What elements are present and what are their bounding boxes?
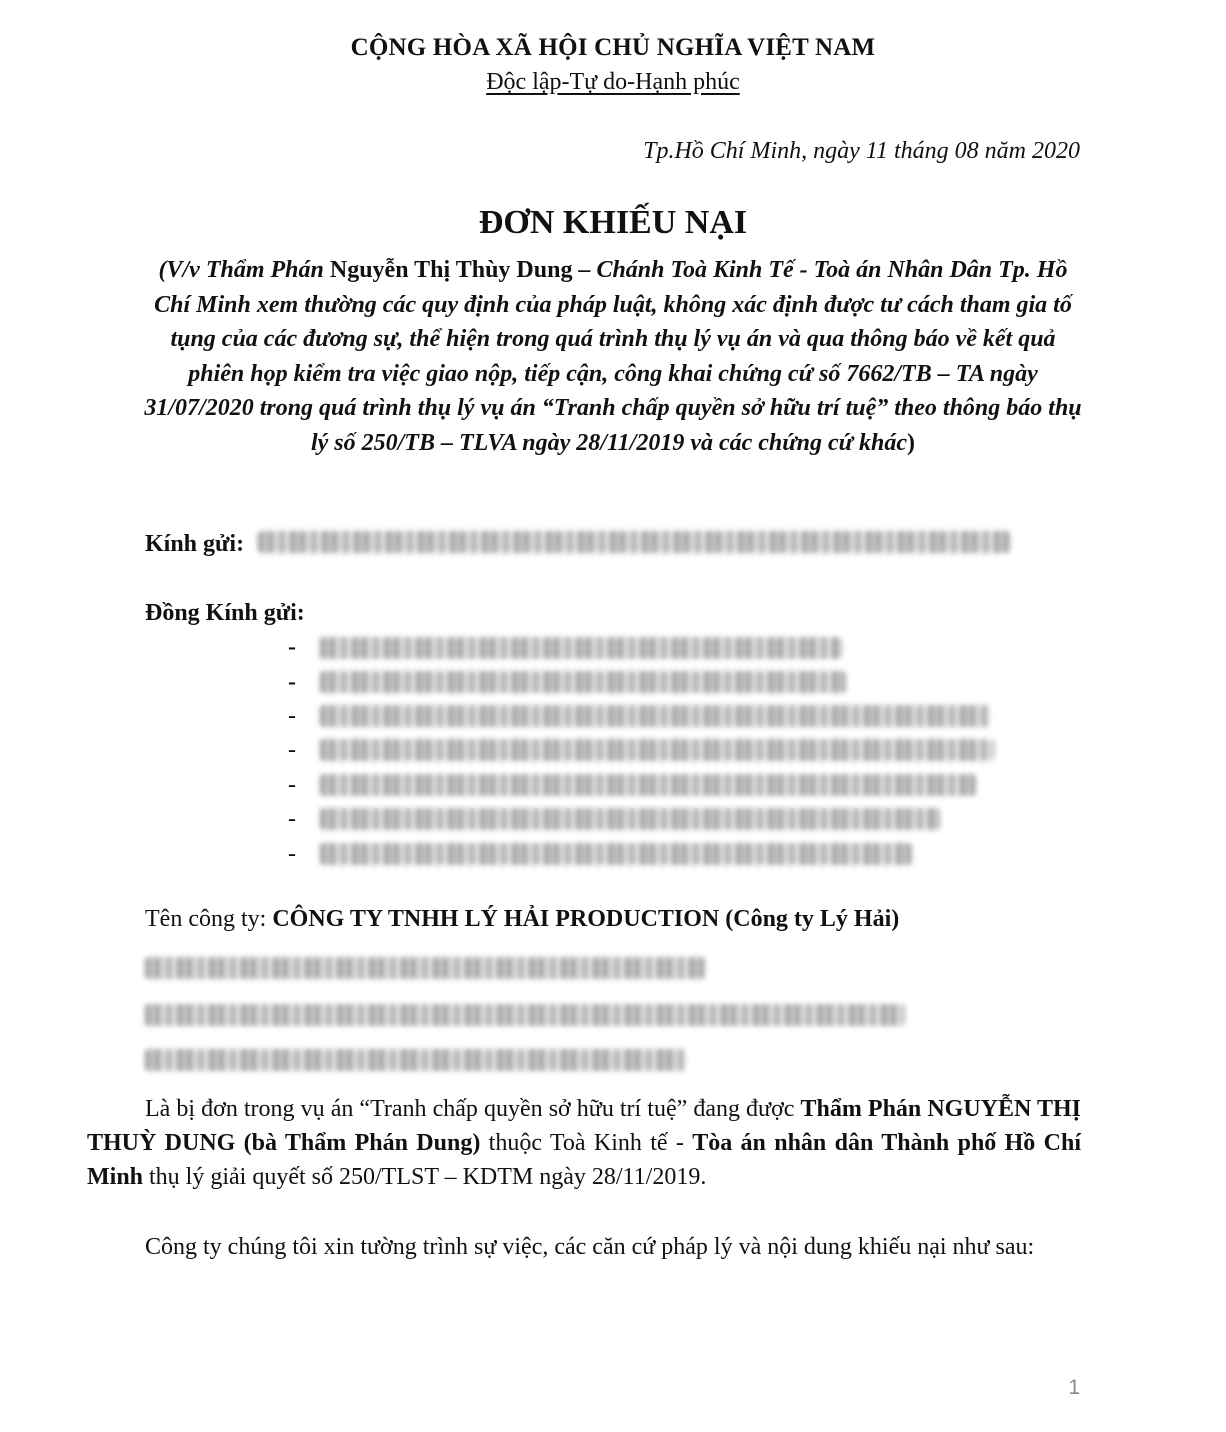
cc-dash-3: - xyxy=(288,703,296,729)
p1-text-e: thụ lý giải quyết số 250/TLST – KDTM ngày 28/11/2019. xyxy=(143,1164,707,1190)
date-line: Tp.Hồ Chí Minh, ngày 11 tháng 08 năm 2020 xyxy=(643,138,1080,164)
company-label: Tên công ty: xyxy=(145,906,273,932)
subject-judge-name: Nguyễn Thị Thùy Dung xyxy=(329,257,573,283)
subject-part-2: – Chánh Toà Kinh Tế - Toà án Nhân Dân Tp. Hồ Chí Minh xem thường các quy định của pháp luật, không xác định được tư cách tham gia tố tụng của các đương sự, thể hiện trong quá trình thụ lý vụ án và qua thông báo về kết quả phiên họp kiểm tra việc giao nộp, tiếp cận, công khai chứng cứ số 7662/TB – TA ngày 31/07/2020 trong quá trình thụ lý vụ án “Tranh chấp quyền sở hữu trí tuệ” theo thông báo thụ lý số 250/TB – TLVA ngày 28/11/2019 và các chứng cứ khác xyxy=(144,257,1082,456)
redacted-company-info-1 xyxy=(145,957,705,979)
national-motto xyxy=(0,69,1226,96)
redacted-company-info-3 xyxy=(145,1049,685,1071)
cc-dash-5: - xyxy=(288,772,296,798)
redacted-cc-6 xyxy=(320,808,940,830)
p1-text-a: Là bị đơn trong vụ án “Tranh chấp quyền sở hữu trí tuệ” đang được xyxy=(145,1096,801,1122)
p2-text: Công ty chúng tôi xin tường trình sự việc, các căn cứ pháp lý và nội dung khiếu nại như sau: xyxy=(145,1234,1035,1260)
p1-court: Tòa án nhân dân Thành phố Hồ Chí Minh xyxy=(87,1130,1081,1190)
subject-closing: ) xyxy=(907,429,916,456)
motto-text: Độc lập-Tự do-Hạnh phúc xyxy=(486,69,740,95)
company-name: CÔNG TY TNHH LÝ HẢI PRODUCTION (Công ty Lý Hải) xyxy=(272,906,900,932)
paragraph-defendant xyxy=(87,1092,1081,1194)
page-number: 1 xyxy=(1068,1376,1080,1399)
redacted-cc-4 xyxy=(320,739,994,761)
company-line xyxy=(145,906,899,933)
subject-part-1: (V/v Thẩm Phán xyxy=(158,257,330,283)
redacted-cc-7 xyxy=(320,843,912,865)
redacted-cc-1 xyxy=(320,637,842,659)
document-title: ĐƠN KHIẾU NẠI xyxy=(478,204,748,241)
subject-block xyxy=(140,253,1086,460)
to-label: Kính gửi: xyxy=(145,531,245,557)
p1-judge: Thẩm Phán NGUYỄN THỊ THUỲ DUNG (bà Thẩm Phán Dung) xyxy=(87,1096,1081,1156)
redacted-company-info-2 xyxy=(145,1004,905,1026)
cc-dash-2: - xyxy=(288,669,296,695)
cc-dash-7: - xyxy=(288,841,296,867)
cc-dash-1: - xyxy=(288,634,296,660)
redacted-cc-2 xyxy=(320,671,846,693)
national-title: CỘNG HÒA XÃ HỘI CHỦ NGHĨA VIỆT NAM xyxy=(350,34,876,61)
cc-label: Đồng Kính gửi: xyxy=(145,600,305,626)
cc-dash-4: - xyxy=(288,737,296,763)
paragraph-statement xyxy=(87,1230,1081,1264)
p1-text-c: thuộc Toà Kinh tế - xyxy=(480,1130,693,1156)
redacted-cc-3 xyxy=(320,705,990,727)
redacted-recipient xyxy=(258,531,1010,553)
redacted-cc-5 xyxy=(320,774,976,796)
cc-dash-6: - xyxy=(288,806,296,832)
